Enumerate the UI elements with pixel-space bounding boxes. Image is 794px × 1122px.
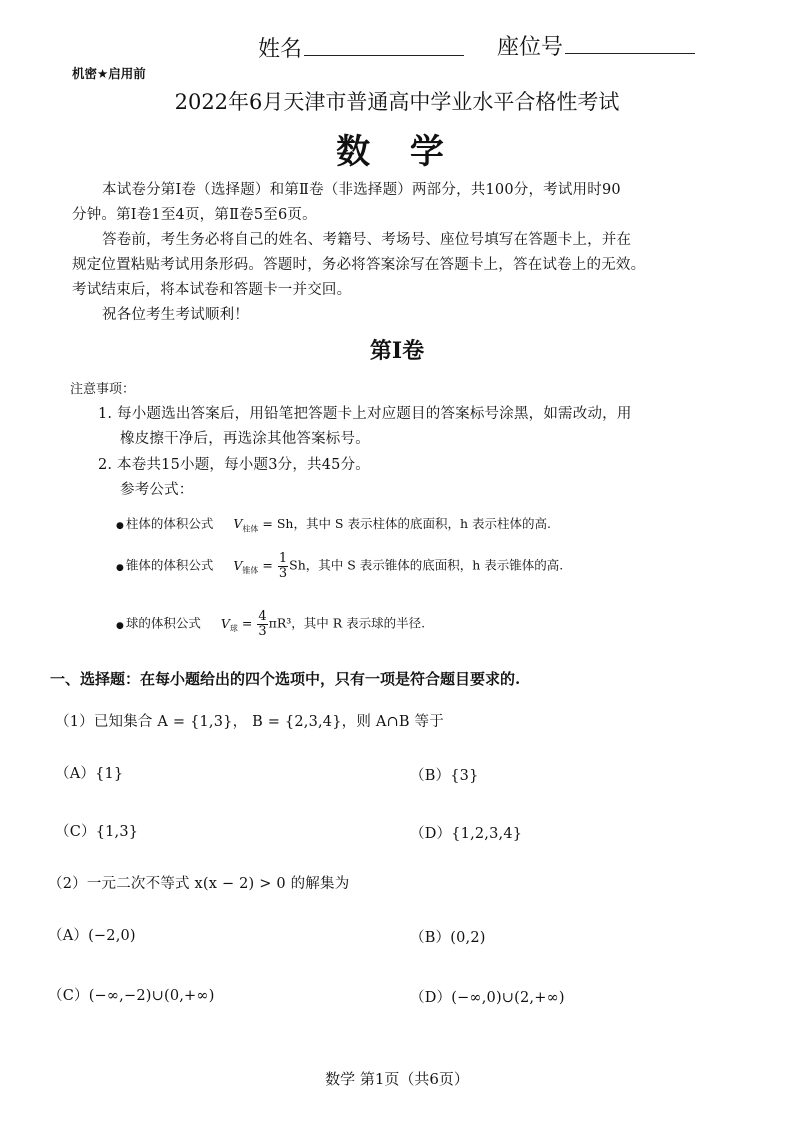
formula-prism-lhs: V <box>233 516 243 531</box>
fraction-numerator: 1 <box>278 551 288 566</box>
question-2-option-d: （D）(−∞,0)∪(2,+∞) <box>410 990 565 1006</box>
intro-line-1: 本试卷分第Ⅰ卷（选择题）和第Ⅱ卷（非选择题）两部分，共100分，考试用时90 <box>102 182 621 198</box>
name-label: 姓名 <box>258 37 303 62</box>
formula-sphere-label: 球的体积公式 <box>125 615 201 631</box>
formula-sphere-rhs: πR³ <box>268 615 292 631</box>
notes-heading: 注意事项： <box>70 382 136 397</box>
question-1-option-a: （A）{1} <box>55 766 124 782</box>
fraction-numerator: 4 <box>258 609 267 624</box>
note-1-line-2: 橡皮擦干净后，再选涂其他答案标号。 <box>120 431 370 447</box>
intro-line-2: 分钟。第Ⅰ卷1至4页，第Ⅱ卷5至6页。 <box>72 207 317 223</box>
intro-line-6: 祝各位考生考试顺利！ <box>102 307 249 323</box>
bullet-icon: ● <box>116 521 124 531</box>
formula-prism <box>116 514 551 535</box>
question-1-option-d: （D）{1,2,3,4} <box>410 826 523 842</box>
fraction-denominator: 3 <box>278 565 288 581</box>
formula-pyramid-sub: 锥体 <box>242 566 259 576</box>
name-field <box>258 32 464 63</box>
formula-pyramid-eq: = <box>262 557 273 573</box>
exam-title: 2022年6月天津市普通高中学业水平合格性考试 <box>174 90 620 114</box>
section-1-heading: 一、选择题：在每小题给出的四个选项中，只有一项是符合题目要求的. <box>50 670 521 688</box>
intro-line-5: 考试结束后，将本试卷和答题卡一并交回。 <box>72 282 352 298</box>
bullet-icon: ● <box>116 562 124 573</box>
formula-prism-desc: ，其中 S 表示柱体的底面积，h 表示柱体的高. <box>293 516 551 531</box>
seat-field <box>497 30 695 61</box>
fraction-denominator: 3 <box>258 623 267 639</box>
bullet-icon: ● <box>116 620 124 631</box>
seat-label: 座位号 <box>497 35 564 60</box>
formula-pyramid-label: 锥体的体积公式 <box>125 557 214 573</box>
formula-pyramid-rhs: Sh <box>289 557 306 573</box>
formula-sphere-sub: 球 <box>229 624 238 634</box>
part1-title: 第Ⅰ卷 <box>369 338 425 364</box>
formula-sphere <box>116 610 425 638</box>
question-2-option-c: （C）(−∞,−2)∪(0,+∞) <box>48 988 215 1004</box>
formula-pyramid-desc: ，其中 S 表示锥体的底面积，h 表示锥体的高. <box>305 557 564 573</box>
formula-heading: 参考公式： <box>120 482 194 498</box>
seat-blank-line <box>565 52 695 54</box>
formula-pyramid-lhs: V <box>233 557 243 573</box>
subject-title: 数 学 <box>336 132 458 172</box>
formula-pyramid <box>116 552 563 580</box>
formula-sphere-eq: = <box>241 615 253 631</box>
question-1-option-c: （C）{1,3} <box>55 824 139 840</box>
intro-line-4: 规定位置粘贴考试用条形码。答题时，务必将答案涂写在答题卡上，答在试卷上的无效。 <box>72 257 646 273</box>
formula-prism-sub: 柱体 <box>242 524 259 534</box>
formula-sphere-lhs: V <box>220 615 230 631</box>
question-2-option-b: （B）(0,2) <box>410 930 486 946</box>
question-1-stem: （1）已知集合 A = {1,3}， B = {2,3,4}，则 A∩B 等于 <box>55 714 444 730</box>
page-footer: 数学 第1页（共6页） <box>325 1070 469 1088</box>
fraction-four-thirds <box>257 610 267 638</box>
note-1-line-1: 1. 每小题选出答案后，用铅笔把答题卡上对应题目的答案标号涂黑，如需改动，用 <box>98 406 632 422</box>
secret-mark: 机密★启用前 <box>72 66 146 81</box>
formula-prism-label: 柱体的体积公式 <box>125 516 214 531</box>
fraction-one-third <box>278 552 288 580</box>
question-2-option-a: （A）(−2,0) <box>48 928 136 944</box>
name-blank-line <box>304 54 464 56</box>
note-2: 2. 本卷共15小题，每小题3分，共45分。 <box>98 457 370 473</box>
intro-line-3: 答卷前，考生务必将自己的姓名、考籍号、考场号、座位号填写在答题卡上，并在 <box>102 232 632 248</box>
formula-sphere-desc: ，其中 R 表示球的半径. <box>291 615 426 631</box>
question-1-option-b: （B）{3} <box>410 768 479 784</box>
question-2-stem: （2）一元二次不等式 x(x − 2) > 0 的解集为 <box>48 876 350 892</box>
formula-prism-rhs: = Sh <box>262 516 294 531</box>
